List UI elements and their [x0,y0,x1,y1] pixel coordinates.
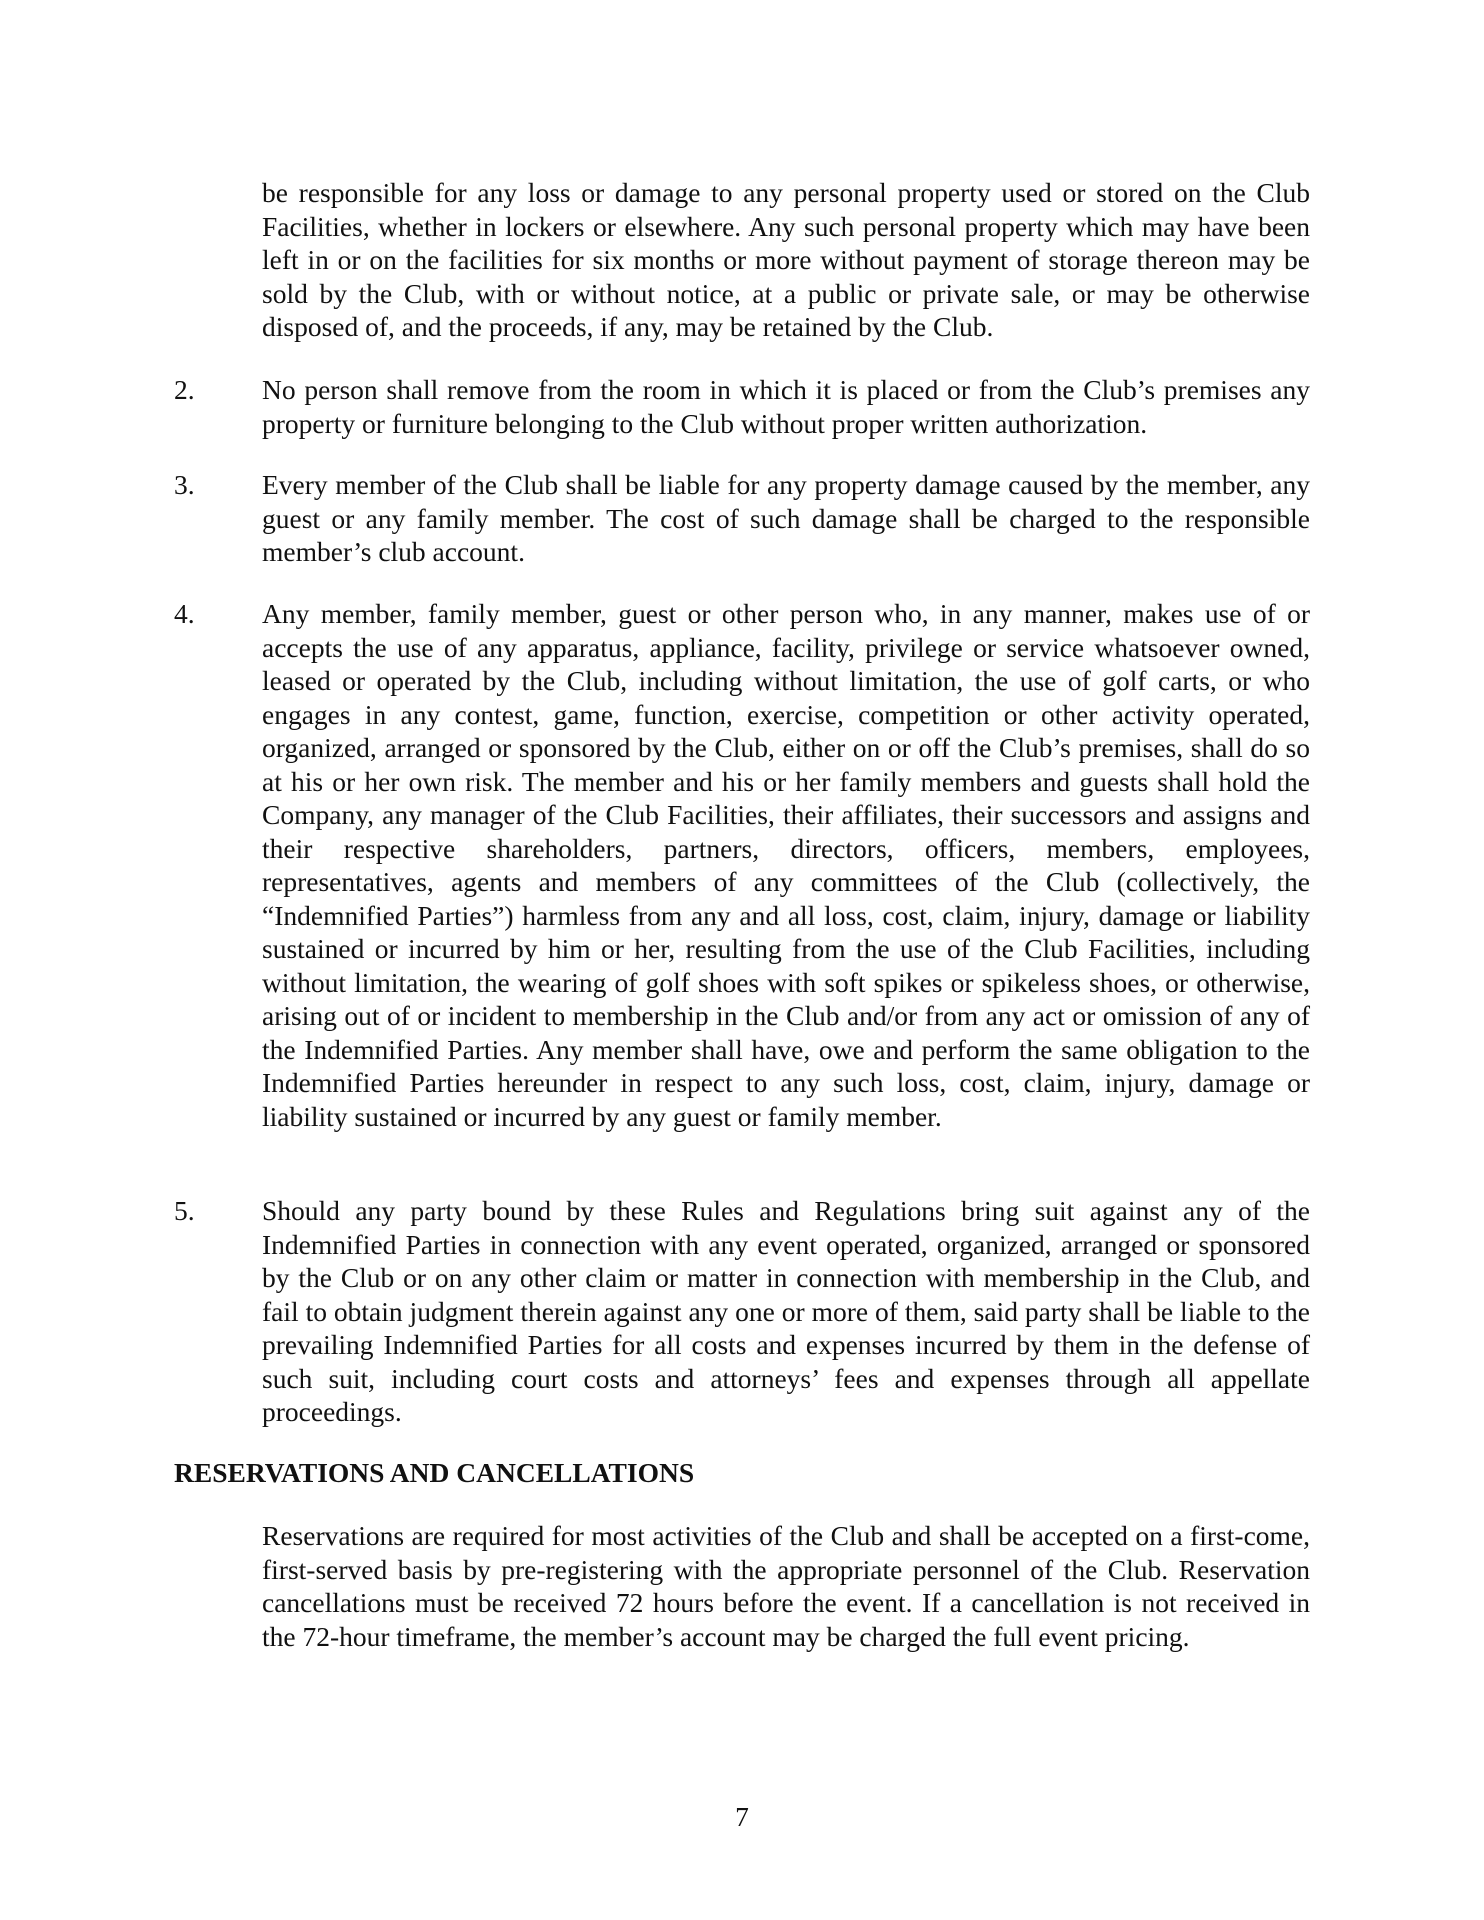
item-text: Any member, family member, guest or other person who, in any manner, makes use of or accepts the use of any apparatus, appliance, facility, privilege or service whatsoever owned, leased or operated by the Club, including without limitation, the use of golf carts, or who engages in any contest, game, function, exercise, competition or other activity operated, organized, arranged or sponsored by the Club, either on or off the Club’s premises, shall do so at his or her own risk. The member and his or her family members and guests shall hold the Company, any manager of the Club Facilities, their affiliates, their successors and assigns and their respective shareholders, partners, directors, officers, members, employees, representatives, agents and members of any committees of the Club (collectively, the “Indemnified Parties”) harmless from any and all loss, cost, claim, injury, damage or liability sustained or incurred by him or her, resulting from the use of the Club Facilities, including without limitation, the wearing of golf shoes with soft spikes or spikeless shoes, or otherwise, arising out of or incident to membership in the Club and/or from any act or omission of any of the Indemnified Parties. Any member shall have, owe and perform the same obligation to the Indemnified Parties hereunder in respect to any such loss, cost, claim, injury, damage or liability sustained or incurred by any guest or family member. [262,598,1310,1132]
section-paragraph: Reservations are required for most activities of the Club and shall be accepted on a first-come, first-served basis by pre-registering with the appropriate personnel of the Club. Reservation cancellations must be received 72 hours before the event. If a cancellation is not received in the 72-hour timeframe, the member’s account may be charged the full event pricing. [262,1520,1310,1652]
item-number: 5. [174,1195,195,1226]
item-text: Every member of the Club shall be liable for any property damage caused by the member, any guest or any family member. The cost of such damage shall be charged to the responsible member’s club account. [262,469,1310,567]
continuation-paragraph: be responsible for any loss or damage to any personal property used or stored on the Club Facilities, whether in lockers or elsewhere. Any such personal property which may have been left in or on the facilities for six months or more without payment of storage thereon may be sold by the Club, with or without notice, at a public or private sale, or may be otherwise disposed of, and the proceeds, if any, may be retained by the Club. [262,177,1310,342]
item-text: No person shall remove from the room in which it is placed or from the Club’s premises any property or furniture belonging to the Club without proper written authorization. [262,374,1310,439]
item-text: Should any party bound by these Rules and Regulations bring suit against any of the Indemnified Parties in connection with any event operated, organized, arranged or sponsored by the Club or on any other claim or matter in connection with membership in the Club, and fail to obtain judgment therein against any one or more of them, said party shall be liable to the prevailing Indemnified Parties for all costs and expenses incurred by them in the defense of such suit, including court costs and attorneys’ fees and expenses through all appellate proceedings. [262,1195,1310,1427]
section-heading: RESERVATIONS AND CANCELLATIONS [174,1457,695,1488]
item-number: 2. [174,374,195,405]
item-number: 4. [174,598,195,629]
item-number: 3. [174,469,195,500]
page-number: 7 [735,1801,749,1832]
